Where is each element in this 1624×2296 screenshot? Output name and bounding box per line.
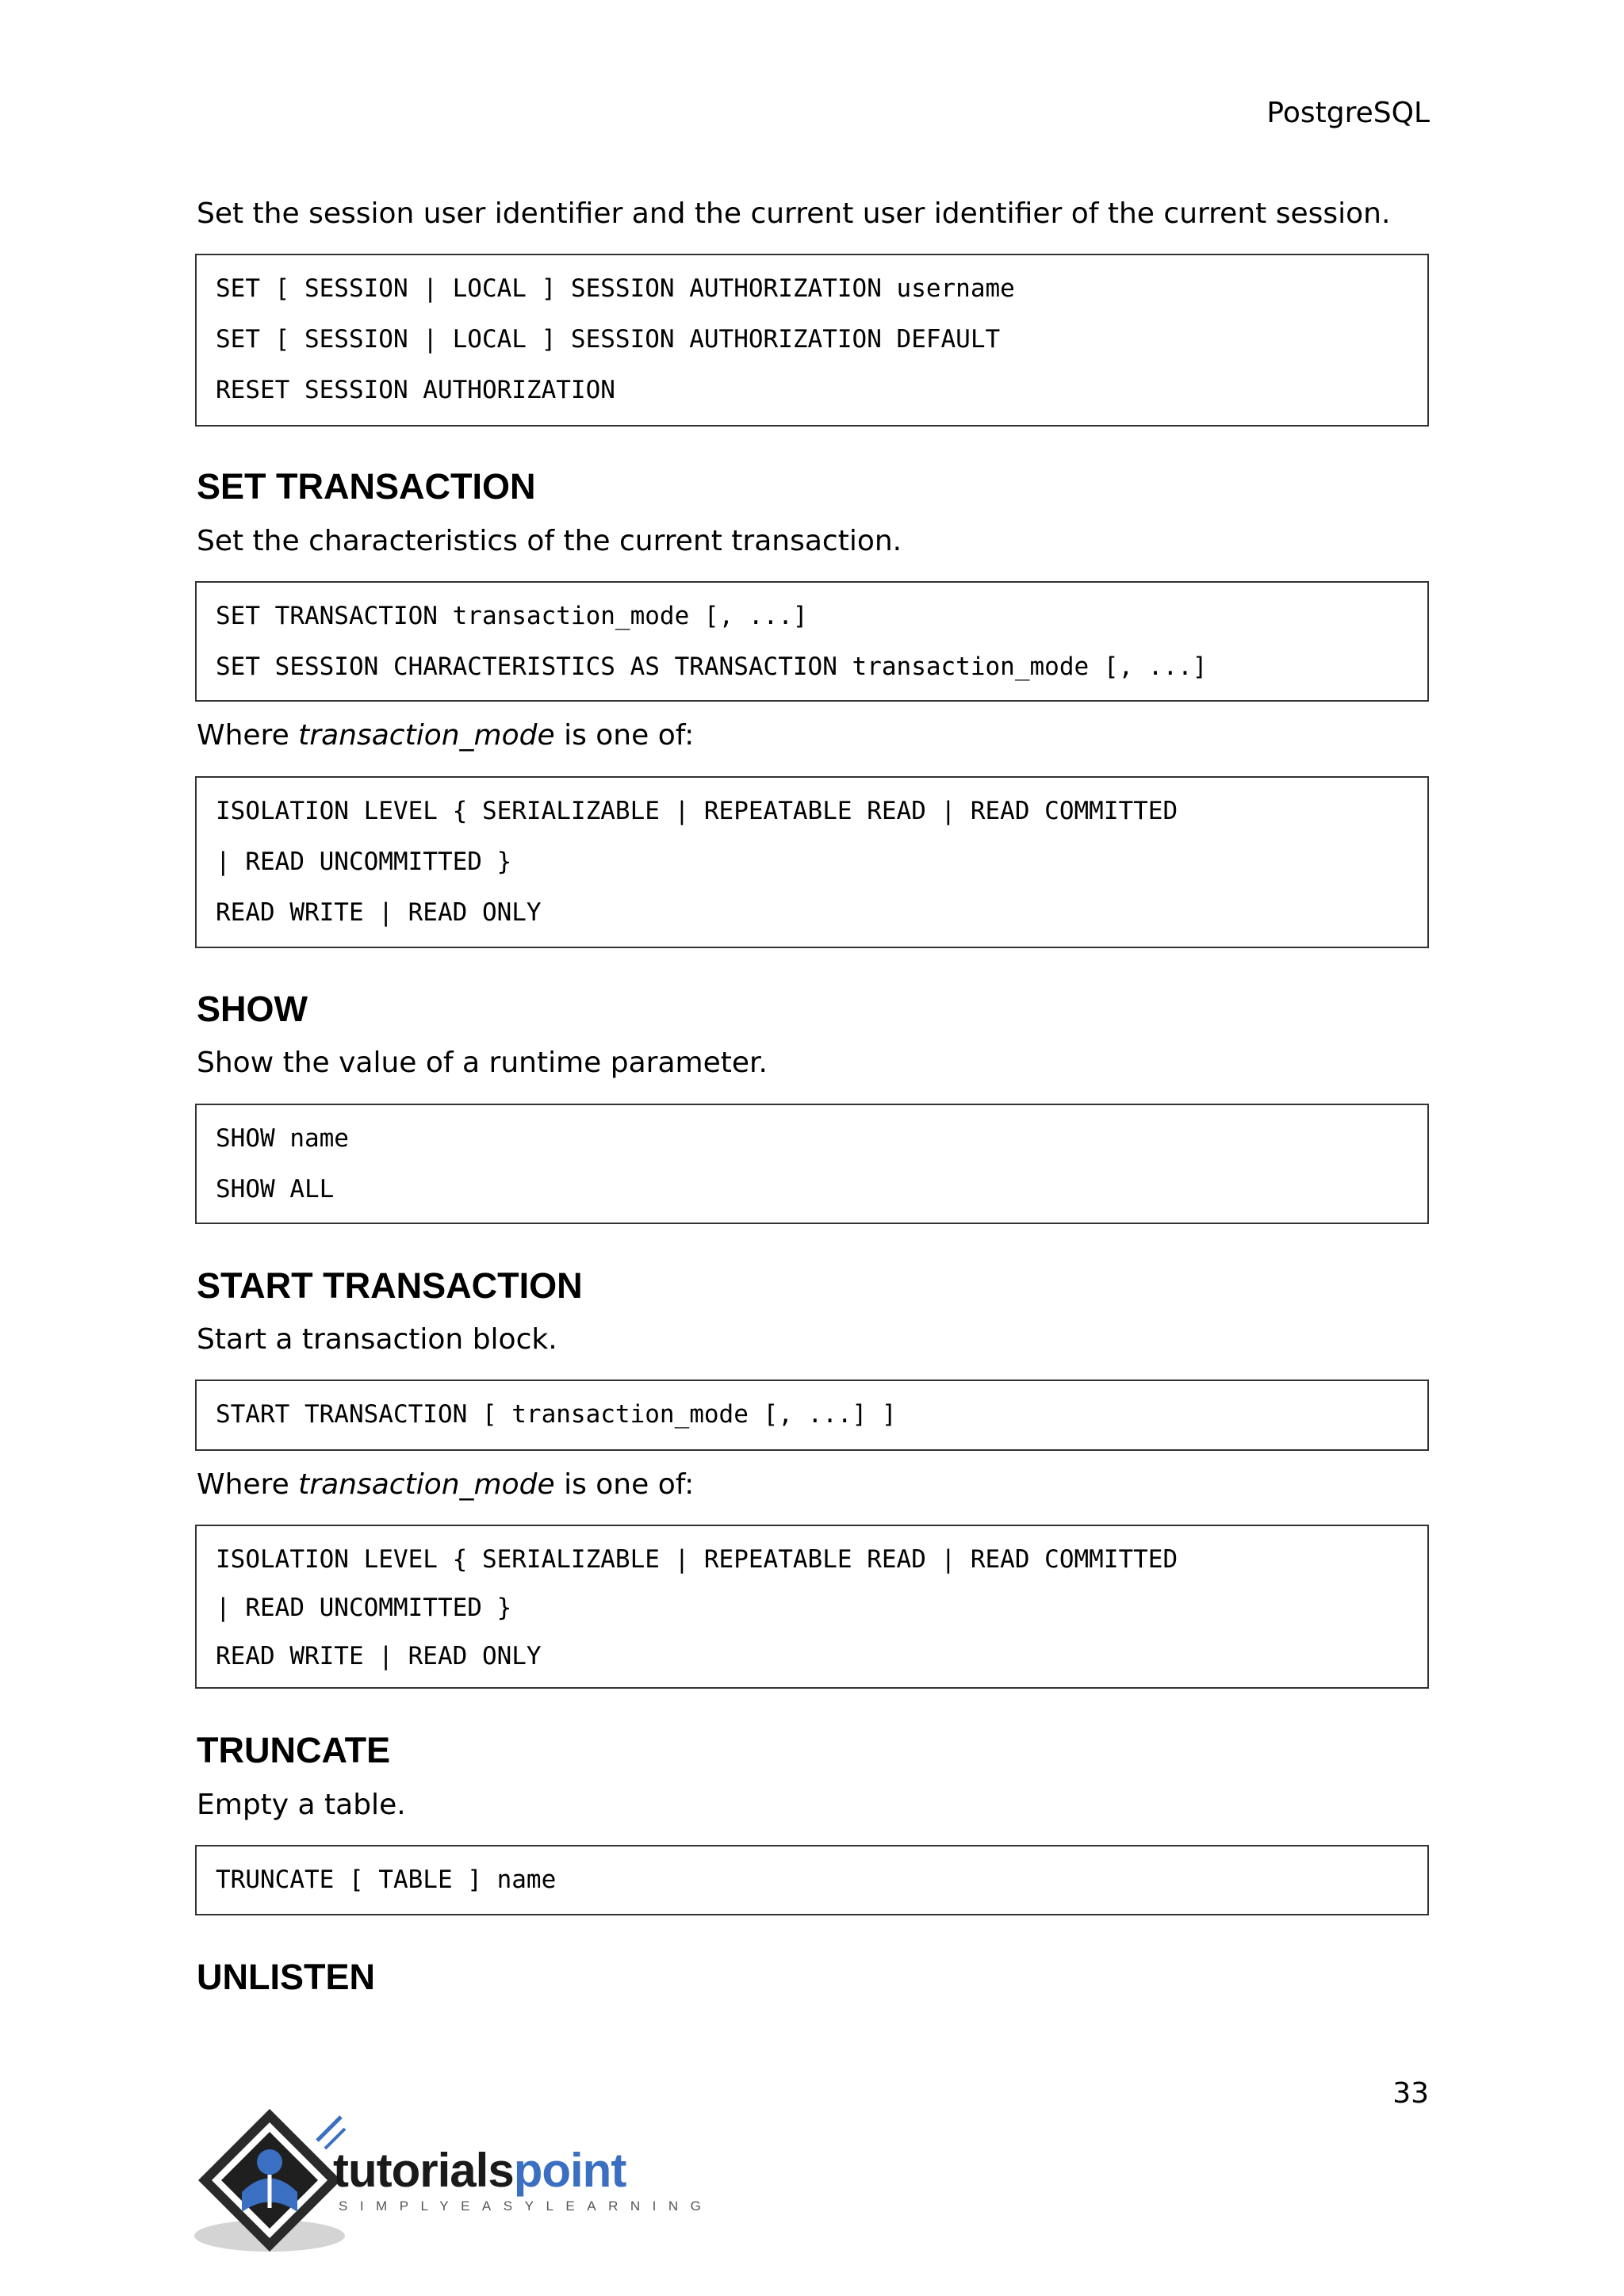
start-transaction-where-text: Where transaction_mode is one of: (197, 1468, 695, 1501)
code-line: | READ UNCOMMITTED } (216, 848, 512, 876)
code-line: SET [ SESSION | LOCAL ] SESSION AUTHORIZATION username (216, 274, 1015, 303)
code-block-set-transaction (195, 581, 1429, 702)
code-line: READ WRITE | READ ONLY (216, 1642, 542, 1670)
code-line: RESET SESSION AUTHORIZATION (216, 376, 615, 404)
intro-description: Set the session user identifier and the current user identifier of the current session. (197, 197, 1391, 230)
page-header-title: PostgreSQL (1266, 97, 1430, 129)
page-number: 33 (1392, 2077, 1429, 2110)
term-transaction-mode: transaction_mode (298, 719, 555, 752)
logo-tagline: SIMPLYEASYLEARNING (339, 2198, 714, 2214)
code-line: START TRANSACTION [ transaction_mode [, ...] ] (216, 1400, 897, 1429)
logo-wordmark: tutorialspoint (333, 2144, 626, 2197)
heading-truncate: TRUNCATE (197, 1730, 391, 1770)
code-line: SET [ SESSION | LOCAL ] SESSION AUTHORIZATION DEFAULT (216, 325, 1001, 354)
code-line: READ WRITE | READ ONLY (216, 898, 542, 927)
code-line: TRUNCATE [ TABLE ] name (216, 1866, 557, 1894)
heading-start-transaction: START TRANSACTION (197, 1265, 583, 1306)
set-transaction-description: Set the characteristics of the current transaction. (197, 525, 902, 557)
code-block-start-transaction-mode (195, 1525, 1429, 1689)
code-line: ISOLATION LEVEL { SERIALIZABLE | REPEATABLE READ | READ COMMITTED (216, 797, 1178, 825)
code-block-session-authorization (195, 254, 1429, 427)
code-line: | READ UNCOMMITTED } (216, 1594, 512, 1622)
code-block-show (195, 1104, 1429, 1224)
code-block-transaction-mode (195, 776, 1429, 948)
start-transaction-description: Start a transaction block. (197, 1323, 557, 1356)
heading-show: SHOW (197, 989, 308, 1029)
heading-set-transaction: SET TRANSACTION (197, 466, 536, 507)
code-block-start-transaction (195, 1380, 1429, 1451)
code-line: ISOLATION LEVEL { SERIALIZABLE | REPEATABLE READ | READ COMMITTED (216, 1545, 1178, 1574)
heading-unlisten: UNLISTEN (197, 1957, 375, 1997)
code-line: SHOW name (216, 1124, 349, 1153)
code-line: SET SESSION CHARACTERISTICS AS TRANSACTION transaction_mode [, ...] (216, 652, 1208, 681)
code-line: SHOW ALL (216, 1175, 335, 1203)
show-description: Show the value of a runtime parameter. (197, 1047, 768, 1079)
tutorialspoint-logo (194, 2105, 714, 2256)
code-block-truncate (195, 1845, 1429, 1915)
term-transaction-mode: transaction_mode (298, 1468, 555, 1501)
set-transaction-where-text: Where transaction_mode is one of: (197, 719, 695, 752)
truncate-description: Empty a table. (197, 1789, 406, 1821)
code-line: SET TRANSACTION transaction_mode [, ...] (216, 602, 808, 630)
